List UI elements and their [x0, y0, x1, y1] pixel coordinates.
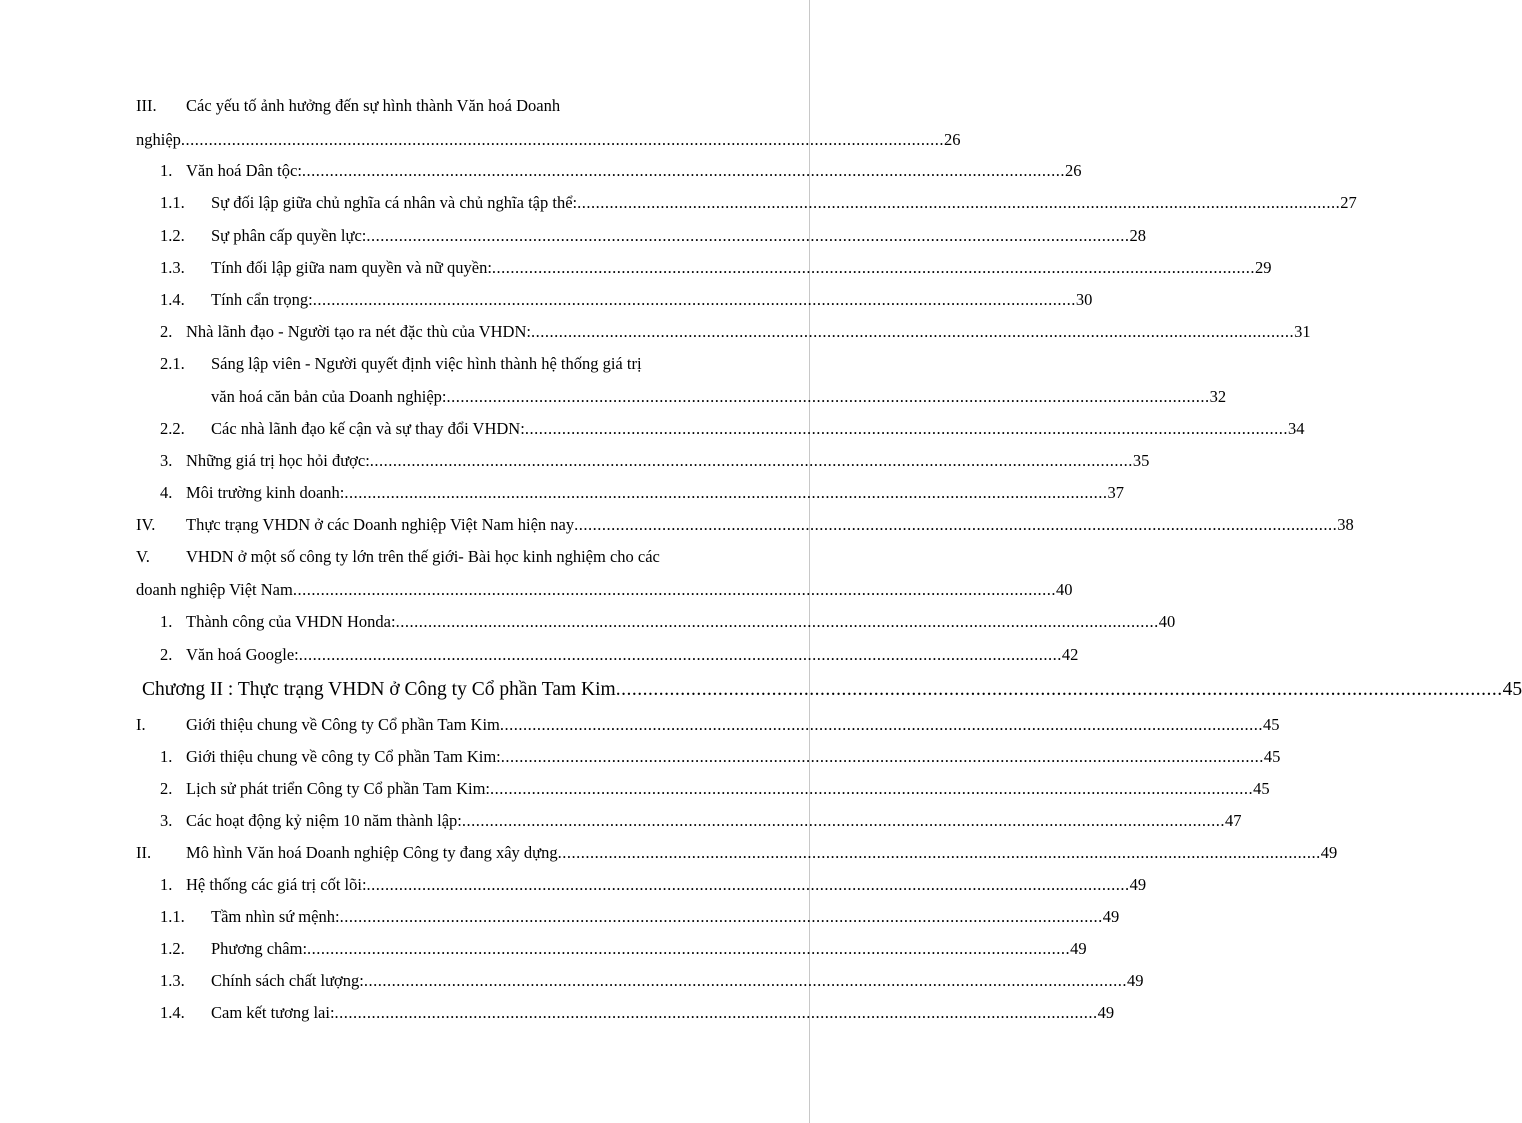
toc-number: 1.: [160, 161, 173, 180]
toc-entry-1-2[interactable]: [136, 224, 1146, 248]
toc-entry-2-2[interactable]: [136, 417, 1305, 441]
toc-title: Giới thiệu chung về công ty Cổ phần Tam Kim:: [186, 747, 501, 766]
toc-number: 1.: [160, 612, 173, 631]
toc-entry-1-3[interactable]: [136, 256, 1272, 280]
toc-entry-iii-cont[interactable]: [136, 128, 961, 152]
toc-number: 1.2.: [160, 226, 185, 245]
toc-page: 49: [1070, 939, 1087, 958]
toc-page: 38: [1337, 515, 1354, 534]
toc-leader: .....................................................................................................................................................................: [334, 1003, 1098, 1022]
toc-page: 45: [1263, 715, 1280, 734]
toc-page: 27: [1340, 193, 1357, 212]
toc-page: 45: [1502, 679, 1522, 700]
toc-entry-ii-1-4[interactable]: [136, 1001, 1115, 1025]
toc-number: 1.3.: [160, 258, 185, 277]
toc-number: II.: [136, 843, 152, 862]
toc-number: 4.: [160, 483, 173, 502]
toc-title: Tính cẩn trọng:: [211, 290, 313, 309]
toc-page: 28: [1129, 226, 1146, 245]
toc-number: 1.4.: [160, 290, 185, 309]
toc-number: 3.: [160, 811, 173, 830]
toc-number: 2.: [160, 322, 173, 341]
toc-page: 49: [1320, 843, 1338, 862]
toc-title: Sự đối lập giữa chủ nghĩa cá nhân và chủ nghĩa tập thể:: [211, 193, 578, 212]
toc-number: 1.3.: [160, 971, 185, 990]
toc-title: Thành công của VHDN Honda:: [186, 612, 396, 631]
toc-leader: .....................................................................................................................................................................: [574, 515, 1338, 534]
toc-entry-i[interactable]: [136, 713, 1280, 737]
toc-entry-ii-1-1[interactable]: [136, 905, 1120, 929]
toc-leader: .....................................................................................................................................................................: [339, 907, 1103, 926]
toc-page: 40: [1158, 612, 1176, 631]
toc-title: Mô hình Văn hoá Doanh nghiệp Công ty đang xây dựng: [186, 843, 558, 862]
toc-title: Nhà lãnh đạo - Người tạo ra nét đặc thù của VHDN:: [186, 322, 531, 341]
toc-entry-v-2[interactable]: [136, 643, 1079, 667]
toc-leader: .....................................................................................................................................................................: [615, 679, 1503, 700]
toc-title-cont: nghiệp: [136, 130, 181, 149]
toc-page: 29: [1255, 258, 1272, 277]
toc-number: I.: [136, 715, 146, 734]
toc-title: Văn hoá Google:: [186, 645, 299, 664]
toc-leader: .....................................................................................................................................................................: [524, 419, 1288, 438]
toc-number: 3.: [160, 451, 173, 470]
chapter-title: Chương II : Thực trạng VHDN ở Công ty Cổ phần Tam Kim: [142, 679, 616, 700]
toc-title: Sáng lập viên - Người quyết định việc hình thành hệ thống giá trị: [211, 354, 642, 373]
toc-leader: .....................................................................................................................................................................: [395, 612, 1159, 631]
toc-number: 1.1.: [160, 907, 185, 926]
toc-entry-v-1[interactable]: [136, 610, 1176, 634]
toc-number: 2.: [160, 645, 173, 664]
toc-title: Giới thiệu chung về Công ty Cổ phần Tam Kim: [186, 715, 500, 734]
toc-title: Tính đối lập giữa nam quyền và nữ quyền:: [211, 258, 492, 277]
toc-title: Tầm nhìn sứ mệnh:: [211, 907, 340, 926]
toc-title: Các hoạt động kỷ niệm 10 năm thành lập:: [186, 811, 462, 830]
toc-entry-ii[interactable]: [136, 841, 1338, 865]
toc-page: 49: [1126, 971, 1144, 990]
toc-page: 30: [1075, 290, 1093, 309]
toc-leader: .....................................................................................................................................................................: [369, 451, 1133, 470]
toc-entry-2-1-cont[interactable]: [136, 385, 1227, 409]
toc-entry-1-1[interactable]: [136, 191, 1357, 215]
toc-title: Thực trạng VHDN ở các Doanh nghiệp Việt Nam hiện nay: [186, 515, 575, 534]
toc-page: 47: [1224, 811, 1242, 830]
toc-entry-ii-1-3[interactable]: [136, 969, 1144, 993]
toc-title: Phương châm:: [211, 939, 308, 958]
toc-leader: .....................................................................................................................................................................: [461, 811, 1225, 830]
toc-page: 26: [1065, 161, 1082, 180]
toc-page: 35: [1132, 451, 1150, 470]
toc-leader: .....................................................................................................................................................................: [301, 161, 1066, 180]
toc-leader: .....................................................................................................................................................................: [307, 939, 1071, 958]
toc-entry-3[interactable]: [136, 449, 1150, 473]
toc-page: 45: [1253, 779, 1270, 798]
toc-title: Các yếu tố ảnh hưởng đến sự hình thành Văn hoá Doanh: [186, 96, 561, 115]
toc-entry-2-1[interactable]: [136, 352, 738, 376]
toc-leader: .....................................................................................................................................................................: [490, 779, 1254, 798]
toc-leader: .....................................................................................................................................................................: [180, 130, 945, 149]
toc-entry-1-4[interactable]: [136, 288, 1093, 312]
toc-number: 1.: [160, 875, 173, 894]
toc-page: 49: [1097, 1003, 1115, 1022]
toc-leader: .....................................................................................................................................................................: [577, 193, 1341, 212]
toc-leader: .....................................................................................................................................................................: [312, 290, 1076, 309]
toc-entry-1[interactable]: [136, 159, 1082, 183]
toc-entry-v-cont[interactable]: [136, 578, 1073, 602]
toc-entry-4[interactable]: [136, 481, 1124, 505]
toc-leader: .....................................................................................................................................................................: [292, 580, 1056, 599]
toc-number: 1.1.: [160, 193, 185, 212]
toc-number: 2.2.: [160, 419, 185, 438]
toc-title: Cam kết tương lai:: [211, 1003, 335, 1022]
toc-page: 45: [1263, 747, 1281, 766]
toc-title-cont: văn hoá căn bản của Doanh nghiệp:: [211, 387, 447, 406]
toc-page: 40: [1055, 580, 1073, 599]
toc-number: 2.: [160, 779, 173, 798]
toc-page: 31: [1294, 322, 1311, 341]
toc-leader: .....................................................................................................................................................................: [500, 747, 1264, 766]
toc-page: 49: [1102, 907, 1120, 926]
toc-entry-iv[interactable]: [136, 513, 1354, 537]
toc-page: 26: [944, 130, 961, 149]
toc-page: 37: [1107, 483, 1124, 502]
toc-entry-v[interactable]: [136, 545, 738, 569]
toc-entry-ii-1[interactable]: [136, 873, 1147, 897]
toc-title-cont: doanh nghiệp Việt Nam: [136, 580, 293, 599]
toc-number: 2.1.: [160, 354, 185, 373]
toc-leader: .....................................................................................................................................................................: [298, 645, 1062, 664]
toc-leader: .....................................................................................................................................................................: [491, 258, 1256, 277]
toc-leader: .....................................................................................................................................................................: [366, 226, 1130, 245]
toc-entry-iii[interactable]: [136, 94, 738, 118]
toc-leader: .....................................................................................................................................................................: [363, 971, 1127, 990]
toc-title: VHDN ở một số công ty lớn trên thế giới- Bài học kinh nghiệm cho các: [186, 547, 660, 566]
toc-leader: .....................................................................................................................................................................: [499, 715, 1263, 734]
toc-number: 1.4.: [160, 1003, 185, 1022]
toc-leader: .....................................................................................................................................................................: [344, 483, 1108, 502]
toc-entry-i-1[interactable]: [136, 745, 1281, 769]
toc-number: III.: [136, 96, 157, 115]
toc-leader: .....................................................................................................................................................................: [530, 322, 1295, 341]
toc-leader: .....................................................................................................................................................................: [557, 843, 1321, 862]
toc-leader: .....................................................................................................................................................................: [366, 875, 1130, 894]
toc-entry-i-3[interactable]: [136, 809, 1242, 833]
toc-number: V.: [136, 547, 150, 566]
toc-page: 42: [1061, 645, 1079, 664]
toc-page: 49: [1129, 875, 1147, 894]
toc-number: IV.: [136, 515, 156, 534]
toc-page: 32: [1209, 387, 1227, 406]
toc-title: Hệ thống các giá trị cốt lõi:: [186, 875, 367, 894]
toc-chapter-2[interactable]: [136, 676, 1522, 704]
toc-entry-i-2[interactable]: [136, 777, 1270, 801]
toc-entry-2[interactable]: [136, 320, 1311, 344]
toc-title: Sự phân cấp quyền lực:: [211, 226, 367, 245]
toc-leader: .....................................................................................................................................................................: [446, 387, 1210, 406]
toc-title: Văn hoá Dân tộc:: [186, 161, 302, 180]
toc-title: Lịch sử phát triển Công ty Cổ phần Tam Kim:: [186, 779, 490, 798]
toc-title: Chính sách chất lượng:: [211, 971, 364, 990]
toc-number: 1.: [160, 747, 173, 766]
toc-number: 1.2.: [160, 939, 185, 958]
toc-page: 34: [1287, 419, 1305, 438]
toc-title: Môi trường kinh doanh:: [186, 483, 345, 502]
toc-title: Các nhà lãnh đạo kế cận và sự thay đổi VHDN:: [211, 419, 525, 438]
toc-title: Những giá trị học hỏi được:: [186, 451, 370, 470]
toc-entry-ii-1-2[interactable]: [136, 937, 1087, 961]
